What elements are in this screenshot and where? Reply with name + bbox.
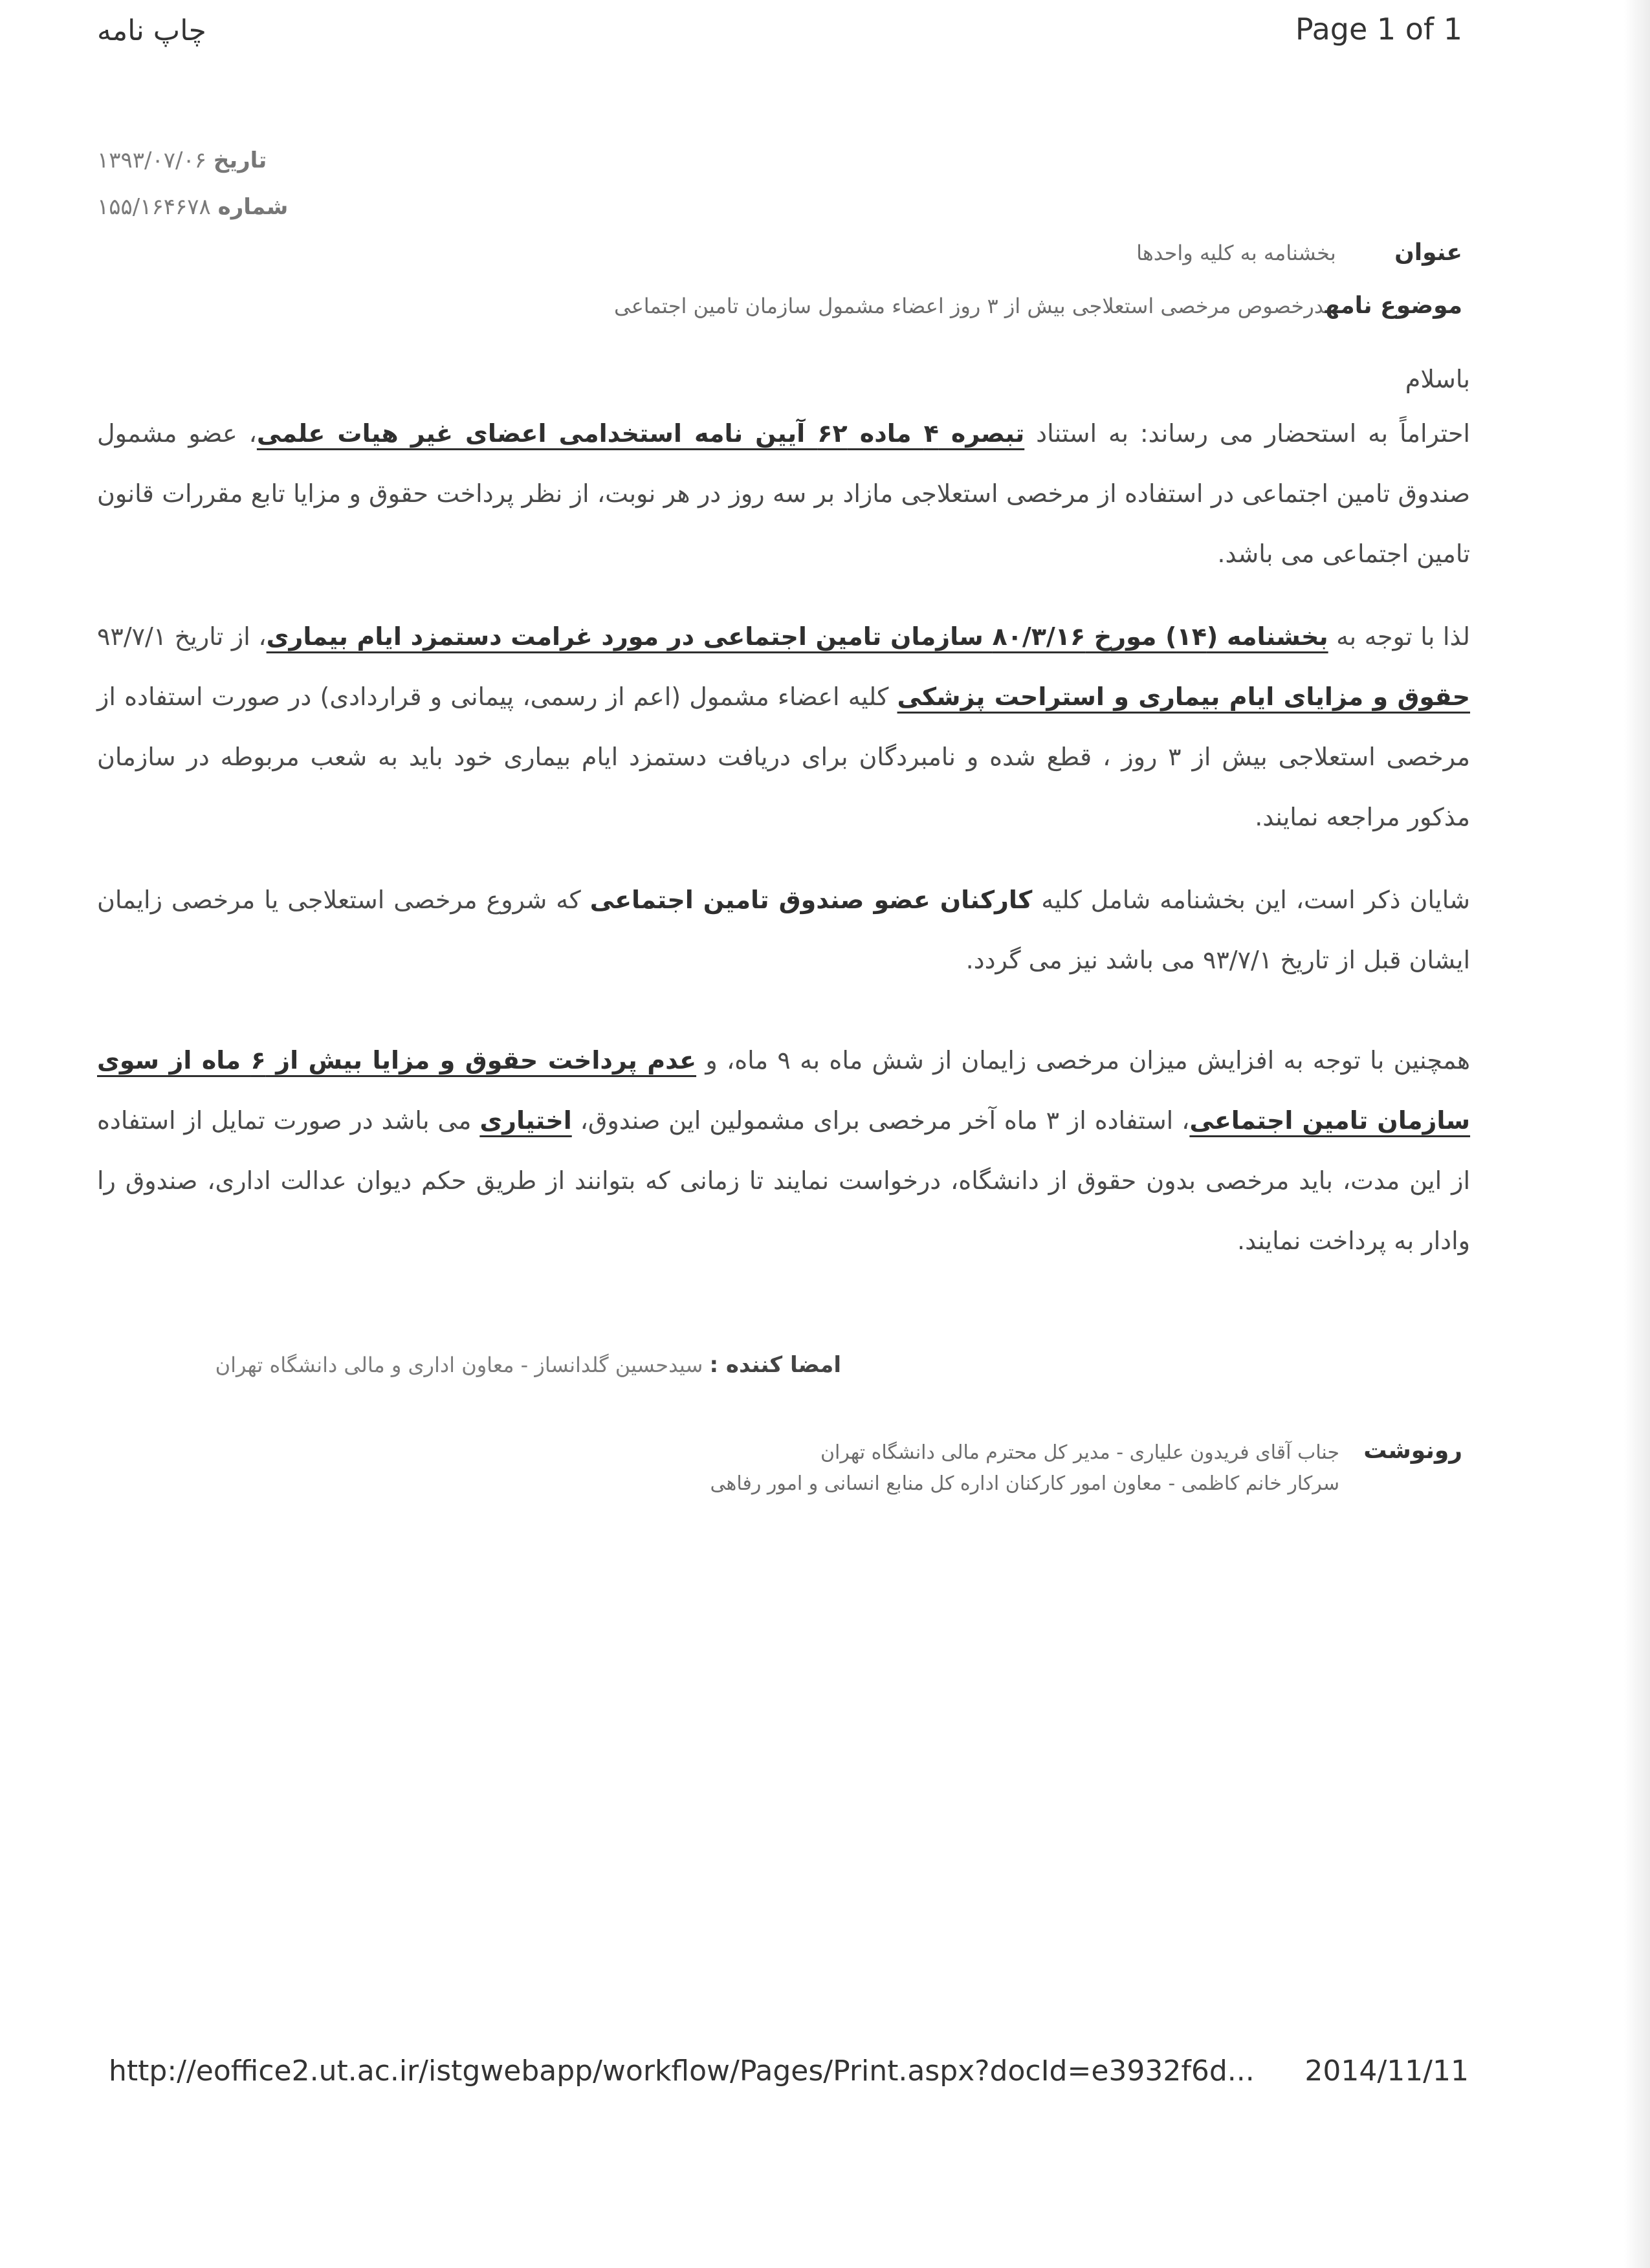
body-paragraph-1 [97, 404, 1470, 584]
footer-url: http://eoffice2.ut.ac.ir/istgwebapp/workflow/Pages/Print.aspx?docId=e3932f6d... [109, 2055, 1255, 2088]
p2-text-e: کلیه اعضاء مشمول (اعم از رسمی، پیمانی و قراردادی) در صورت استفاده از مرخصی استعلاجی بیش از ۳ روز ، قطع شده و نامبردگان برای دریافت دستمزد ایام بیماری خود باید به شعب مربوطه در سازمان مذکور مراجعه نمایند. [97, 682, 1470, 831]
p4-emphasis-optional: اختیاری [479, 1106, 572, 1135]
date-label: تاریخ [213, 147, 267, 173]
copies-list [710, 1437, 1339, 1499]
subject-value: درخصوص مرخصی استعلاجی بیش از ۳ روز اعضاء مشمول سازمان تامین اجتماعی [614, 294, 1325, 318]
scan-edge-shadow [1624, 0, 1650, 2268]
letter-date [97, 147, 267, 173]
signatory-label: امضا کننده : [709, 1352, 841, 1378]
p4-text-c: ، استفاده از ۳ ماه آخر مرخصی برای مشمولین این صندوق، [571, 1106, 1190, 1135]
print-letter-title: چاپ نامه [97, 14, 206, 47]
p2-emphasis-salary: حقوق و مزایای ایام بیماری و استراحت پزشکی [897, 682, 1470, 711]
date-value: ۱۳۹۳/۰۷/۰۶ [97, 147, 207, 173]
copy-recipient: جناب آقای فریدون علیاری - مدیر کل محترم مالی دانشگاه تهران [820, 1441, 1339, 1464]
p4-text-e: می باشد در صورت تمایل از استفاده از این مدت، باید مرخصی بدون حقوق از دانشگاه، درخواست نمایند تا زمانی که بتوانند از طریق حکم دیوان عدالت اداری، صندوق را وادار به پرداخت نمایند. [97, 1106, 1470, 1255]
p4-emphasis-nonpayment: عدم پرداخت حقوق و مزایا بیش از ۶ ماه از سوی سازمان تامین اجتماعی [97, 1046, 1471, 1135]
subject-label: موضوع نامه [1325, 292, 1462, 319]
signatory-value: سیدحسین گلدانساز - معاون اداری و مالی دانشگاه تهران [215, 1353, 703, 1377]
body-paragraph-3 [97, 870, 1470, 990]
p3-text-a: شایان ذکر است، این بخشنامه شامل کلیه [1032, 886, 1470, 914]
title-value: بخشنامه به کلیه واحدها [1136, 241, 1336, 265]
p1-text-c: ، عضو مشمول صندوق تامین اجتماعی در استفاده از مرخصی استعلاجی مازاد بر سه روز در هر نوبت، از نظر پرداخت حقوق و مزایا تابع مقررات قانون تامین اجتماعی می باشد. [97, 419, 1470, 568]
p4-text-a: همچنین با توجه به افزایش میزان مرخصی زایمان از شش ماه به ۹ ماه، و [696, 1046, 1470, 1074]
p2-text-a: لذا با توجه به [1328, 622, 1471, 651]
copy-recipient: سرکار خانم کاظمی - معاون امور کارکنان اداره کل منابع انسانی و امور رفاهی [710, 1472, 1339, 1495]
p2-emphasis-circular: بخشنامه (۱۴) مورخ ۸۰/۳/۱۶ سازمان تامین اجتماعی در مورد غرامت دستمزد ایام بیماری [266, 622, 1328, 651]
number-label: شماره [217, 194, 289, 220]
footer-date: 2014/11/11 [1304, 2055, 1469, 2088]
page-indicator: Page 1 of 1 [1295, 12, 1462, 47]
subject-row [614, 292, 1462, 319]
signatory [97, 1352, 841, 1378]
letter-number [97, 194, 288, 220]
title-row [1136, 239, 1462, 266]
p2-text-c: ، از تاریخ ۹۳/۷/۱ [97, 622, 267, 651]
body-paragraph-2 [97, 607, 1470, 847]
copies-label: رونوشت [1363, 1437, 1462, 1464]
body-paragraph-4 [97, 1030, 1470, 1271]
p3-text-c: که شروع مرخصی استعلاجی یا مرخصی زایمان ایشان قبل از تاریخ ۹۳/۷/۱ می باشد نیز می گردد. [97, 886, 1470, 974]
p1-text-a: احتراماً به استحضار می رساند: به استناد [1024, 419, 1470, 448]
number-value: ۱۵۵/۱۶۴۶۷۸ [97, 194, 211, 220]
p1-emphasis: تبصره ۴ ماده ۶۲ آیین نامه استخدامی اعضای غیر هیات علمی [256, 419, 1025, 448]
p3-emphasis: کارکنان عضو صندوق تامین اجتماعی [589, 886, 1033, 914]
title-label: عنوان [1394, 239, 1462, 266]
greeting: باسلام [1405, 365, 1470, 393]
